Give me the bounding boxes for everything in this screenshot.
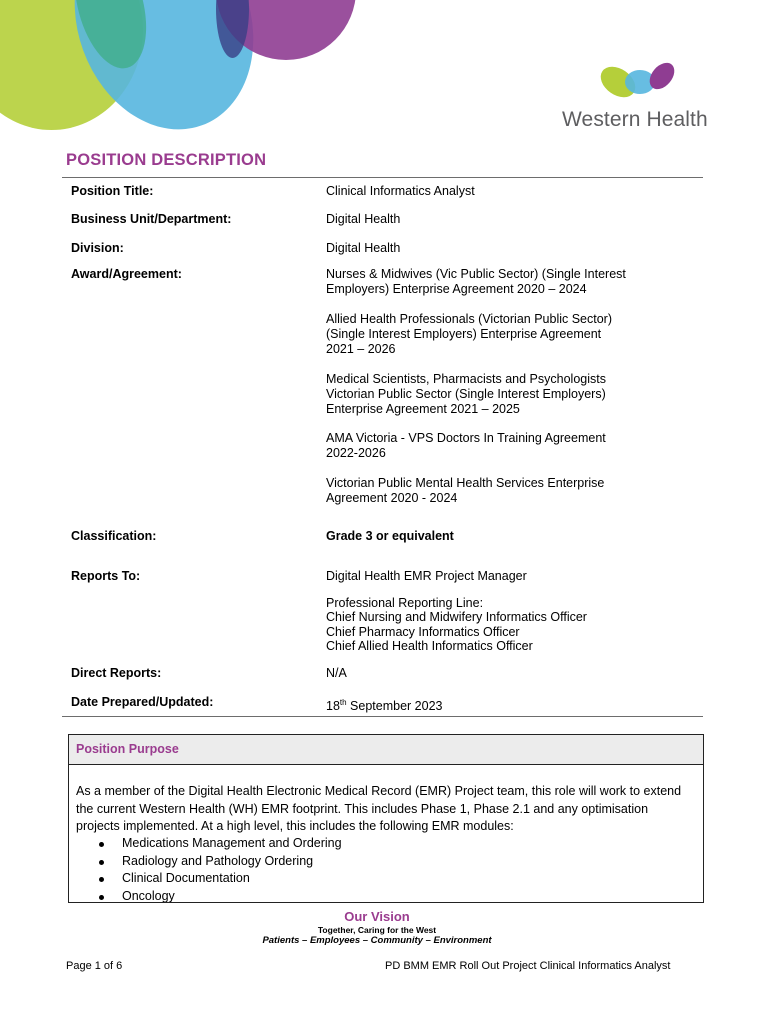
position-purpose-text: As a member of the Digital Health Electronic Medical Record (EMR) Project team, this role will work to extend the current Western Health (WH) EMR footprint. This includes Phase 1, Phase 2.1 and any optimisation projects implemented. At a high level, this includes the following EMR modules: xyxy=(76,784,682,834)
page-number: Page 1 of 6 xyxy=(66,960,123,972)
butterfly-logo-icon xyxy=(562,58,714,106)
position-title-label: Position Title: xyxy=(71,184,154,198)
business-unit-label: Business Unit/Department: xyxy=(71,212,232,226)
list-item-text: Clinical Documentation xyxy=(122,871,250,885)
bottom-divider xyxy=(62,716,703,717)
list-item xyxy=(69,835,342,853)
classification-label: Classification: xyxy=(71,529,157,543)
page-title: POSITION DESCRIPTION xyxy=(66,151,267,169)
date-rest: September 2023 xyxy=(346,699,443,714)
western-health-logo xyxy=(562,58,714,138)
date-suffix: th xyxy=(339,698,347,707)
emr-modules-list xyxy=(69,835,342,903)
position-purpose-header xyxy=(69,735,703,765)
direct-reports-label: Direct Reports: xyxy=(71,666,162,680)
top-divider xyxy=(62,177,703,178)
bullet-icon xyxy=(99,860,104,865)
document-name: PD BMM EMR Roll Out Project Clinical Informatics Analyst xyxy=(385,960,671,972)
bullet-icon xyxy=(99,842,104,847)
date-day: 18 xyxy=(326,699,340,714)
bullet-icon xyxy=(99,877,104,882)
direct-reports-value: N/A xyxy=(326,666,347,680)
professional-reporting-line: Professional Reporting Line: Chief Nursing and Midwifery Informatics Officer Chief Pharmacy Informatics Officer Chief Allied Health Informatics Officer xyxy=(326,596,587,653)
reports-to-value: Digital Health EMR Project Manager xyxy=(326,569,527,583)
award-value-4: AMA Victoria - VPS Doctors In Training Agreement 2022-2026 xyxy=(326,431,606,460)
division-value: Digital Health xyxy=(326,241,401,255)
list-item-text: Medications Management and Ordering xyxy=(122,836,342,850)
vision-tagline: Together, Caring for the West xyxy=(317,925,437,935)
list-item xyxy=(69,853,342,871)
business-unit-value: Digital Health xyxy=(326,212,401,226)
list-item-text: Radiology and Pathology Ordering xyxy=(122,853,314,868)
position-purpose-title: Position Purpose xyxy=(76,742,179,756)
award-value-1: Nurses & Midwives (Vic Public Sector) (Single Interest Employers) Enterprise Agreement 2020 – 2024 xyxy=(326,267,626,296)
award-value-5: Victorian Public Mental Health Services Enterprise Agreement 2020 - 2024 xyxy=(326,476,605,505)
award-value-3: Medical Scientists, Pharmacists and Psychologists Victorian Public Sector (Single Interest Employers) Enterprise Agreement 2021 – 2025 xyxy=(326,372,606,416)
reports-to-label: Reports To: xyxy=(71,569,141,583)
award-value-2: Allied Health Professionals (Victorian Public Sector) (Single Interest Employers) Enterprise Agreement 2021 – 2026 xyxy=(326,312,613,356)
list-item-text: Oncology xyxy=(122,888,175,903)
award-label: Award/Agreement: xyxy=(71,267,182,281)
list-item xyxy=(69,870,342,888)
classification-value: Grade 3 or equivalent xyxy=(326,529,454,543)
bullet-icon xyxy=(99,895,104,900)
vision-values: Patients – Employees – Community – Environment xyxy=(262,935,492,946)
list-item xyxy=(69,888,342,904)
position-title-value: Clinical Informatics Analyst xyxy=(326,184,475,198)
date-value xyxy=(326,695,656,714)
date-label: Date Prepared/Updated: xyxy=(71,695,214,709)
logo-text: Western Health xyxy=(562,108,708,131)
vision-title: Our Vision xyxy=(344,909,410,924)
division-label: Division: xyxy=(71,241,124,255)
position-purpose-box xyxy=(68,734,704,903)
